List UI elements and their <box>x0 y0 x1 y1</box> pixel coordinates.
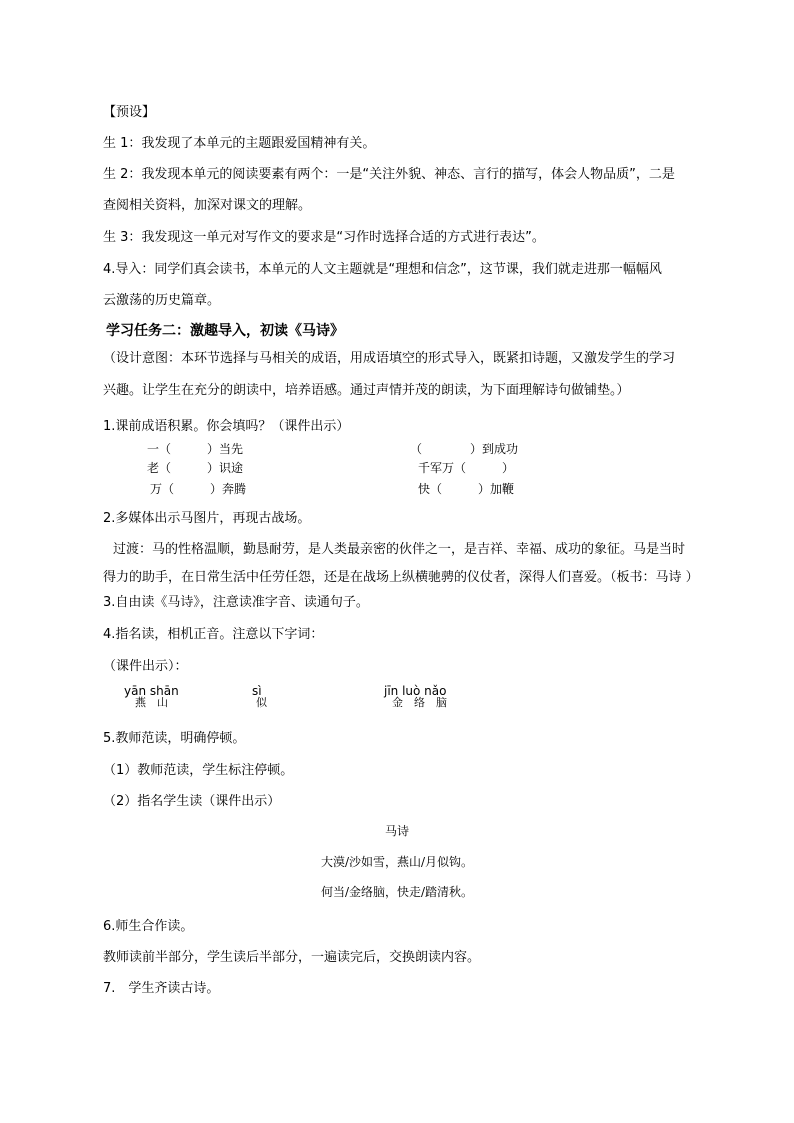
courseware-label: （课件出示）： <box>103 659 188 674</box>
student-1-answer: 生 1：我发现了本单元的主题跟爱国精神有关。 <box>103 136 376 151</box>
idiom-blank: 老（ ）识途 <box>147 461 244 475</box>
idiom-blank: （ ）到成功 <box>410 442 519 456</box>
pinyin-jinluonao: jīn luò nǎo <box>384 684 447 698</box>
step-1-idioms: 1.课前成语积累。你会填吗？（课件出示） <box>103 419 350 434</box>
intro-line-2: 云激荡的历史篇章。 <box>103 293 221 308</box>
hanzi-si: 似 <box>256 696 267 709</box>
preset-heading: 【预设】 <box>103 105 156 120</box>
student-2-answer-line-1: 生 2：我发现本单元的阅读要素有两个：一是“关注外貌、神态、言行的描写，体会人物品质”，二是 <box>103 167 675 182</box>
transition-line-1: 过渡：马的性格温顺，勤恳耐劳，是人类最亲密的伙伴之一，是吉祥、幸福、成功的象征。马是当时 <box>113 542 686 557</box>
step-7-choral-reading: 7. 学生齐读古诗。 <box>103 981 220 996</box>
design-intent-line-1: （设计意图：本环节选择与马相关的成语，用成语填空的形式导入，既紧扣诗题，又激发学生的学习 <box>103 351 676 366</box>
hanzi-yanshan: 燕 山 <box>135 696 168 709</box>
step-5-sub-1: （1）教师范读，学生标注停顿。 <box>103 763 294 778</box>
design-intent-line-2: 兴趣。让学生在充分的朗读中，培养语感。通过声情并茂的朗读，为下面理解诗句做铺垫。） <box>103 383 630 398</box>
intro-line-1: 4.导入：同学们真会读书，本单元的人文主题就是“理想和信念”，这节课，我们就走进那一幅幅风 <box>103 262 662 277</box>
idiom-blank: 一（ ）当先 <box>147 442 244 456</box>
transition-line-2: 得力的助手，在日常生活中任劳任怨，还是在战场上纵横驰骋的仪仗者，深得人们喜爱。（板书：马诗 ） <box>103 570 699 585</box>
poem-line-2: 何当/金络脑，快走/踏清秋。 <box>320 885 474 899</box>
step-4-named-reading: 4.指名读，相机正音。注意以下字词： <box>103 627 324 642</box>
idiom-blank: 万（ ）奔腾 <box>150 482 247 496</box>
step-6-instructions: 教师读前半部分，学生读后半部分，一遍读完后，交换朗读内容。 <box>103 950 481 965</box>
idiom-blank: 千军万（ ） <box>418 461 515 475</box>
step-5-sub-2: （2）指名学生读（课件出示） <box>103 794 281 809</box>
student-3-answer: 生 3：我发现这一单元对写作文的要求是“习作时选择合适的方式进行表达”。 <box>103 230 545 245</box>
pinyin-si: sì <box>252 684 262 698</box>
pinyin-yanshan: yān shān <box>124 684 179 698</box>
step-2-images: 2.多媒体出示马图片，再现古战场。 <box>103 511 311 526</box>
idiom-blank: 快（ ）加鞭 <box>418 482 515 496</box>
task-two-heading: 学习任务二：激趣导入，初读《马诗》 <box>106 323 344 339</box>
hanzi-jinluonao: 金 络 脑 <box>392 696 447 709</box>
student-2-answer-line-2: 查阅相关资料，加深对课文的理解。 <box>103 198 312 213</box>
step-6-cooperative-reading: 6.师生合作读。 <box>103 919 194 934</box>
step-5-model-reading: 5.教师范读，明确停顿。 <box>103 731 246 746</box>
step-3-free-reading: 3.自由读《马诗》，注意读准字音、读通句子。 <box>103 595 369 610</box>
poem-line-1: 大漠/沙如雪，燕山/月似钩。 <box>320 855 474 869</box>
poem-title: 马诗 <box>384 824 409 838</box>
